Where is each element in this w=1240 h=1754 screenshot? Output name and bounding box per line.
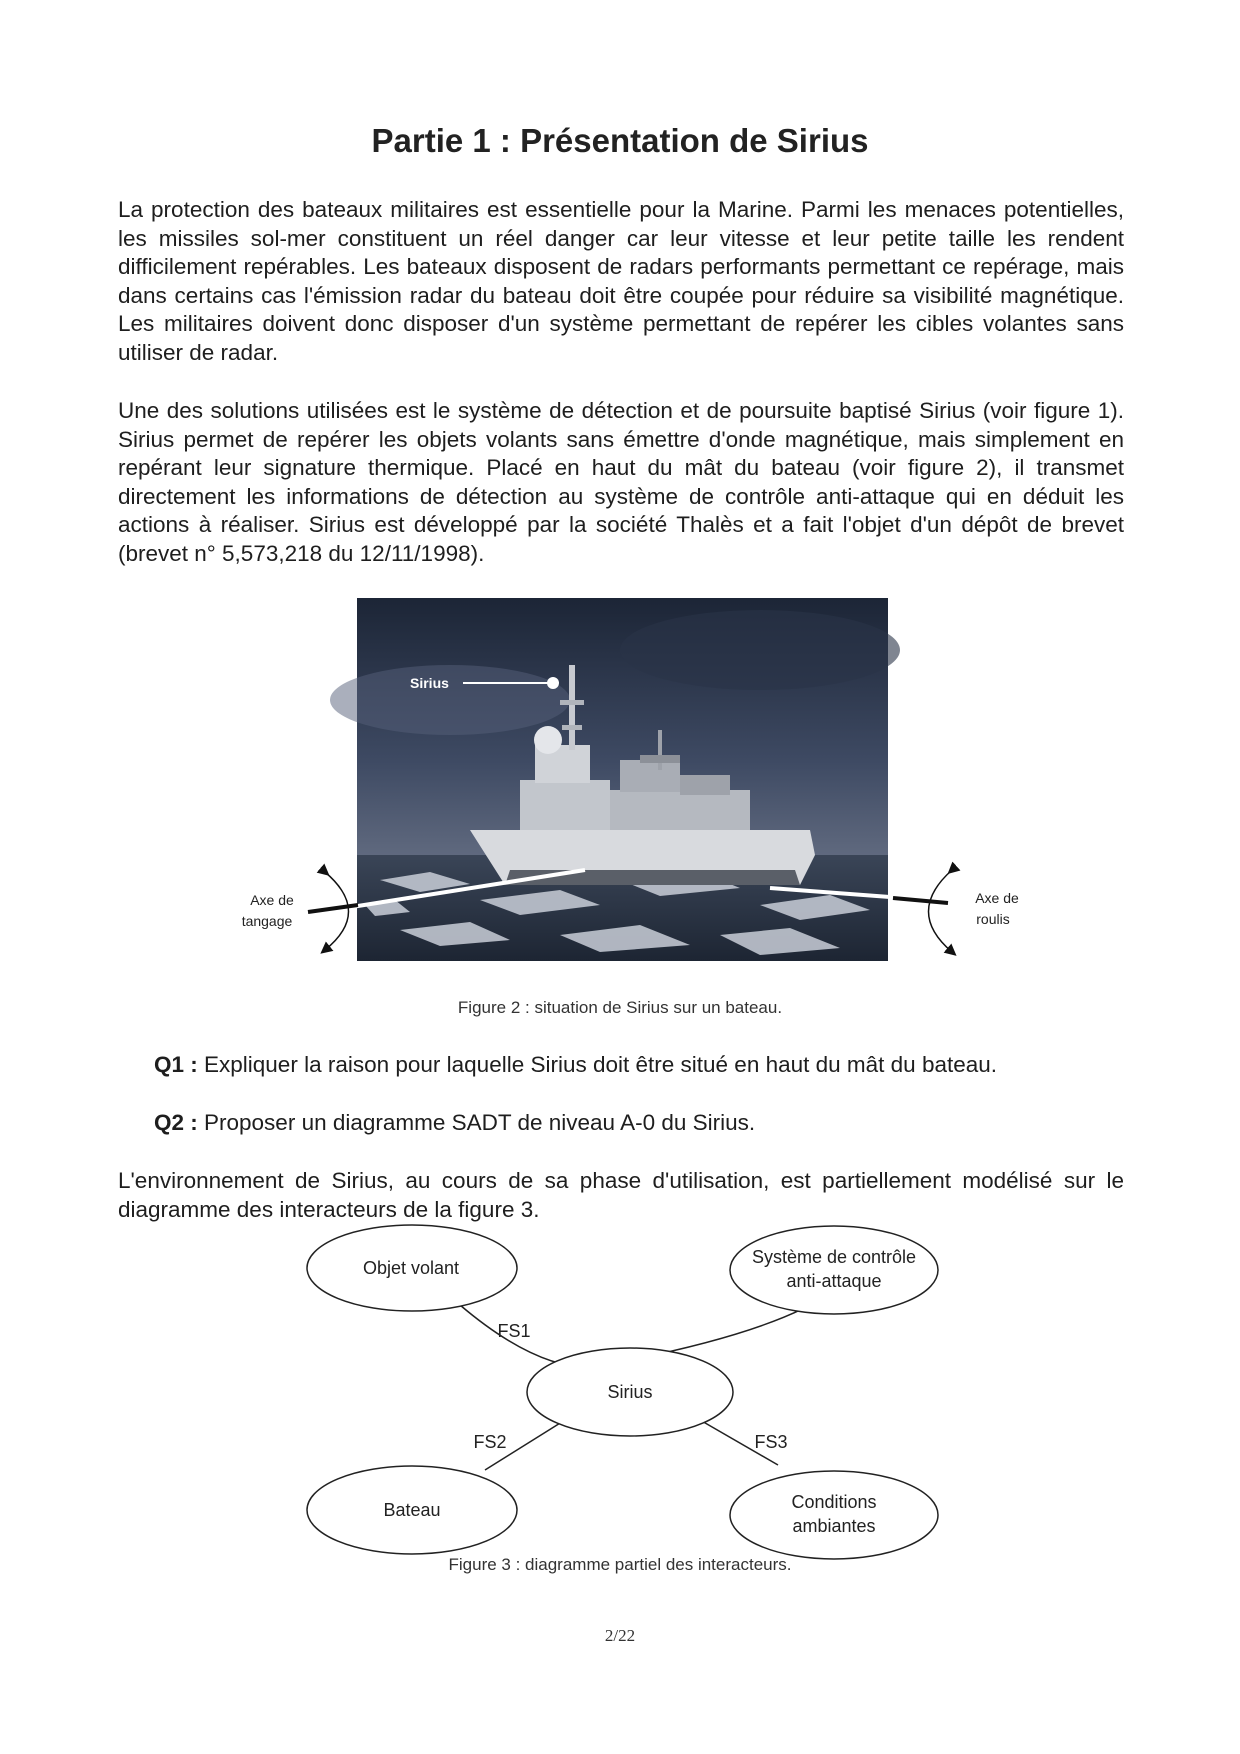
sirius-marker [547,677,559,689]
page-title: Partie 1 : Présentation de Sirius [371,122,869,159]
roll-rotation-arrow [929,870,953,952]
ship-photo [320,598,900,961]
label-fs3: FS3 [754,1432,788,1452]
figure-3-diagram [307,1225,938,1559]
pitch-axis-label-2: tangage [241,913,293,929]
question-1-label: Q1 : [154,1052,198,1077]
label-objet-volant: Objet volant [362,1258,460,1278]
intro-paragraph: La protection des bateaux militaires est essentielle pour la Marine. Parmi les menaces potentielles, les missiles sol-mer constituent un réel danger car leur vitesse et leur petite taille les rendent difficilement repérables. Les bateaux disposent de radars performants permettant ce repérage, mais dans certains cas l'émission radar du bateau doit être coupée pour réduire sa visibilité magnétique. Les militaires doivent donc disposer d'un système permettant de repérer les cibles volantes sans utiliser de radar. [118,197,1124,365]
pitch-axis-label-1: Axe de [250,892,294,908]
node-systeme-controle [730,1226,938,1314]
environment-paragraph: L'environnement de Sirius, au cours de sa phase d'utilisation, est partiellement modélisé sur le diagramme des interacteurs de la figure 3. [118,1168,1124,1222]
label-conditions-1: Conditions [791,1492,877,1512]
label-systeme-1: Système de contrôle [751,1247,917,1267]
node-conditions-ambiantes [730,1471,938,1559]
question-2-text: Proposer un diagramme SADT de niveau A-0 du Sirius. [197,1110,756,1135]
sirius-photo-label: Sirius [410,675,449,691]
question-2-label: Q2 : [154,1110,198,1135]
label-fs2: FS2 [473,1432,507,1452]
label-bateau: Bateau [383,1500,441,1520]
sirius-paragraph: Une des solutions utilisées est le système de détection et de poursuite baptisé Sirius (voir figure 1). Sirius permet de repérer les objets volants sans émettre d'onde magnétique, mais simplement en repérant leur signature thermique. Placé en haut du mât du bateau (voir figure 2), il transmet directement les informations de détection au système de contrôle anti-attaque qui en déduit les actions à réaliser. Sirius est développé par la société Thalès et a fait l'objet d'un dépôt de brevet (brevet n° 5,573,218 du 12/11/1998). [118,398,1124,566]
question-2 [154,1110,1114,1136]
question-1-text: Expliquer la raison pour laquelle Sirius doit être situé en haut du mât du bateau. [197,1052,998,1077]
figure-2-caption: Figure 2 : situation de Sirius sur un bateau. [457,998,783,1017]
label-fs1: FS1 [497,1321,531,1341]
label-sirius: Sirius [607,1382,653,1402]
label-conditions-2: ambiantes [792,1516,876,1536]
label-systeme-2: anti-attaque [786,1271,882,1291]
page-number: 2/22 [604,1626,636,1645]
question-1 [154,1052,1114,1078]
figure-3-caption: Figure 3 : diagramme partiel des interacteurs. [448,1555,792,1574]
roll-axis-line [893,898,948,903]
roll-axis-label-2: roulis [976,911,1010,927]
roll-axis-label-1: Axe de [975,890,1019,906]
